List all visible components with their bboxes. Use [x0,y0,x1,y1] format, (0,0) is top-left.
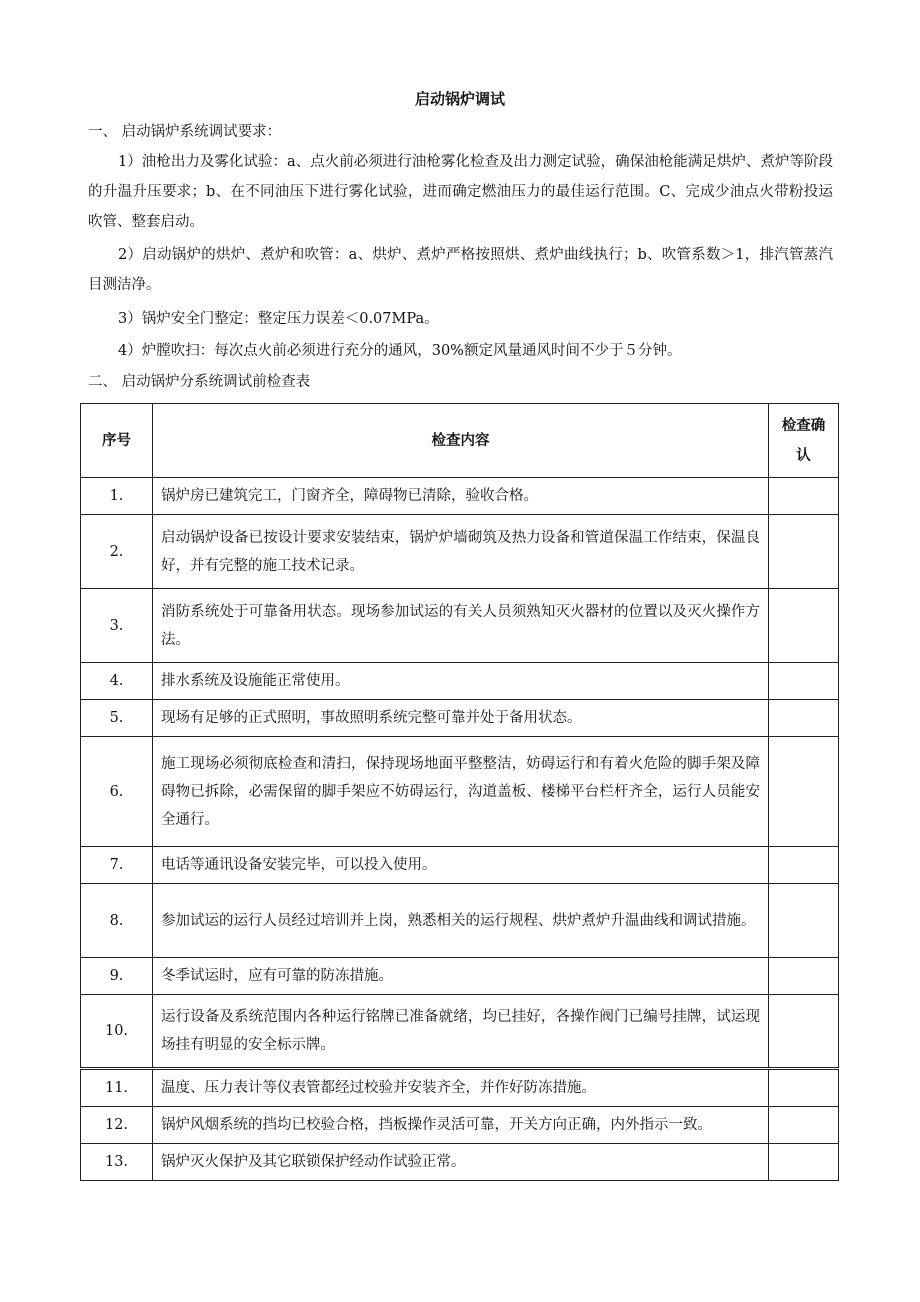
row-number: 13. [81,1144,153,1181]
row-confirm-cell[interactable] [769,1144,839,1181]
row-content: 冬季试运时，应有可靠的防冻措施。 [153,958,769,995]
row-content: 消防系统处于可靠备用状态。现场参加试运的有关人员须熟知灭火器材的位置以及灭火操作方法。 [153,589,769,663]
table-row [81,737,839,847]
row-confirm-cell[interactable] [769,884,839,958]
row-number: 12. [81,1107,153,1144]
row-number: 10. [81,995,153,1069]
table-row [81,884,839,958]
header-number: 序号 [81,404,153,478]
table-row [81,1144,839,1181]
row-confirm-cell[interactable] [769,958,839,995]
row-content: 排水系统及设施能正常使用。 [153,663,769,700]
row-content: 施工现场必须彻底检查和清扫，保持现场地面平整整洁，妨碍运行和有着火危险的脚手架及障碍物已拆除，必需保留的脚手架应不妨碍运行，沟道盖板、楼梯平台栏杆齐全，运行人员能安全通行。 [153,737,769,847]
table-row [81,1069,839,1107]
table-row [81,847,839,884]
table-row [81,1107,839,1144]
table-row [81,515,839,589]
row-number: 6. [81,737,153,847]
row-confirm-cell[interactable] [769,1107,839,1144]
section1-heading: 一、 启动锅炉系统调试要求： [88,124,282,140]
inspection-checklist-table [80,403,839,1181]
row-content: 锅炉风烟系统的挡均已校验合格，挡板操作灵活可靠，开关方向正确，内外指示一致。 [153,1107,769,1144]
row-content: 参加试运的运行人员经过培训并上岗，熟悉相关的运行规程、烘炉煮炉升温曲线和调试措施。 [153,884,769,958]
row-confirm-cell[interactable] [769,737,839,847]
header-confirm: 检查确认 [769,404,839,478]
table-row [81,663,839,700]
row-confirm-cell[interactable] [769,995,839,1069]
row-confirm-cell[interactable] [769,478,839,515]
table-row [81,958,839,995]
row-content: 锅炉灭火保护及其它联锁保护经动作试验正常。 [153,1144,769,1181]
row-confirm-cell[interactable] [769,700,839,737]
row-confirm-cell[interactable] [769,847,839,884]
row-number: 7. [81,847,153,884]
row-content: 温度、压力表计等仪表管都经过校验并安装齐全，并作好防冻措施。 [153,1069,769,1107]
row-number: 2. [81,515,153,589]
document-title: 启动锅炉调试 [414,90,505,108]
row-number: 5. [81,700,153,737]
table-row [81,995,839,1069]
requirement-item-4: 4）炉膛吹扫：每次点火前必须进行充分的通风，30%额定风量通风时间不少于５分钟。 [118,343,682,359]
row-content: 电话等通讯设备安装完毕，可以投入使用。 [153,847,769,884]
row-content: 启动锅炉设备已按设计要求安装结束，锅炉炉墙砌筑及热力设备和管道保温工作结束，保温良好，并有完整的施工技术记录。 [153,515,769,589]
row-confirm-cell[interactable] [769,663,839,700]
row-confirm-cell[interactable] [769,589,839,663]
row-confirm-cell[interactable] [769,1069,839,1107]
row-number: 11. [81,1069,153,1107]
requirement-item-2: 2）启动锅炉的烘炉、煮炉和吹管：a、烘炉、煮炉严格按照烘、煮炉曲线执行；b、吹管系数＞1，排汽管蒸汽目测洁净。 [88,247,833,293]
row-number: 8. [81,884,153,958]
requirement-item-1: 1）油枪出力及雾化试验：a、点火前必须进行油枪雾化检查及出力测定试验，确保油枪能满足烘炉、煮炉等阶段的升温升压要求；b、在不同油压下进行雾化试验，进而确定燃油压力的最佳运行范围。C、完成少油点火带粉投运吹管、整套启动。 [88,154,833,230]
table-row [81,700,839,737]
row-content: 现场有足够的正式照明，事故照明系统完整可靠并处于备用状态。 [153,700,769,737]
table-row [81,478,839,515]
row-confirm-cell[interactable] [769,515,839,589]
header-content: 检查内容 [153,404,769,478]
row-number: 1. [81,478,153,515]
row-number: 4. [81,663,153,700]
row-number: 3. [81,589,153,663]
table-row [81,589,839,663]
row-content: 运行设备及系统范围内各种运行铭牌已准备就绪，均已挂好，各操作阀门已编号挂牌，试运现场挂有明显的安全标示牌。 [153,995,769,1069]
requirement-item-3: 3）锅炉安全门整定：整定压力误差＜0.07MPa。 [118,311,439,327]
row-number: 9. [81,958,153,995]
table-header-row [81,404,839,478]
row-content: 锅炉房已建筑完工，门窗齐全，障碍物已清除，验收合格。 [153,478,769,515]
section2-heading: 二、 启动锅炉分系统调试前检查表 [88,374,311,390]
